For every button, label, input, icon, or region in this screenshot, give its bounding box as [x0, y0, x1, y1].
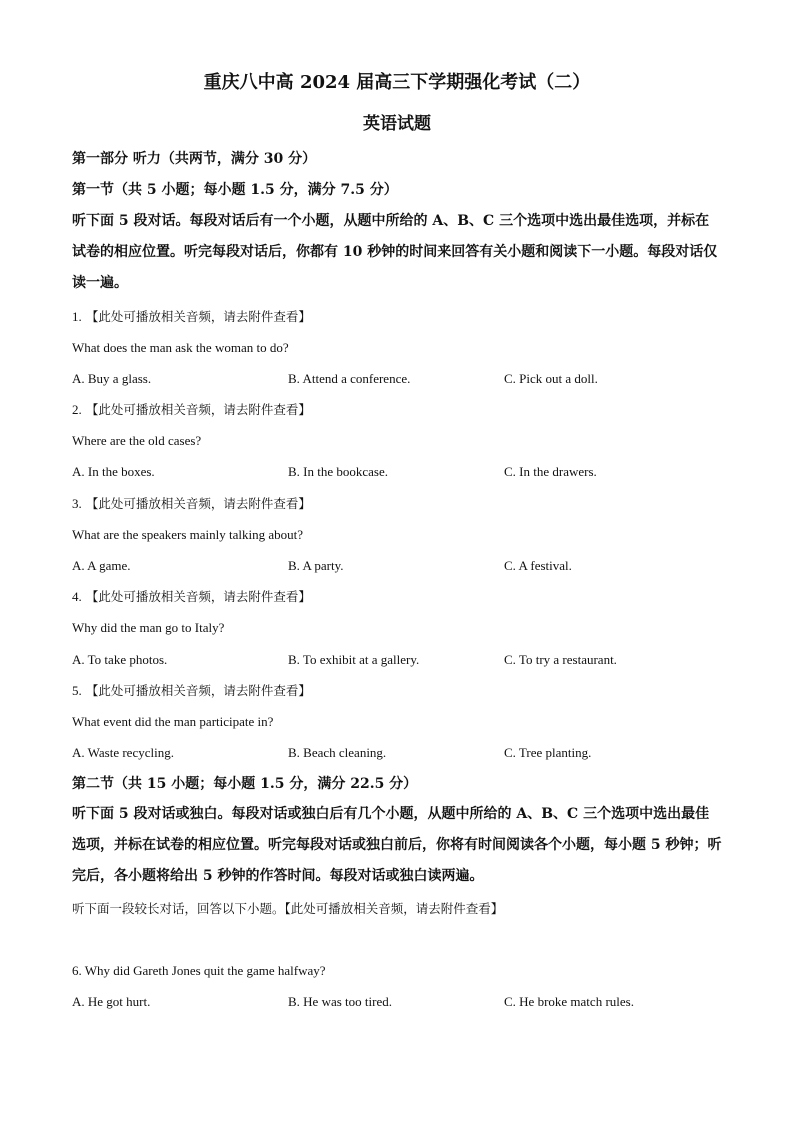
question-6-options	[72, 992, 732, 1012]
question-2-options	[72, 462, 732, 482]
option-c: C. He broke match rules.	[504, 994, 634, 1009]
question-3-audio-line	[72, 494, 732, 515]
question-5-options	[72, 743, 732, 763]
question-2-audio-line	[72, 400, 732, 421]
question-1-options	[72, 369, 732, 389]
option-a: A. Buy a glass.	[72, 371, 152, 386]
question-3-options	[72, 556, 732, 576]
option-c: C. To try a restaurant.	[504, 652, 617, 667]
question-2-number: 2.	[72, 402, 82, 417]
audio-link[interactable]: 【此处可播放相关音频，请去附件查看】	[85, 683, 311, 698]
option-b: B. To exhibit at a gallery.	[288, 652, 420, 667]
part1-heading: 第一部分 听力（共两节，满分 30 分）	[72, 151, 317, 167]
option-b: B. A party.	[288, 558, 344, 573]
option-b: B. Attend a conference.	[288, 371, 411, 386]
question-3-stem: What are the speakers mainly talking about?	[72, 527, 304, 542]
question-1-stem: What does the man ask the woman to do?	[72, 340, 289, 355]
option-b: B. In the bookcase.	[288, 464, 389, 479]
option-a: A. In the boxes.	[72, 464, 155, 479]
option-b: B. He was too tired.	[288, 994, 392, 1009]
question-2-stem: Where are the old cases?	[72, 433, 202, 448]
question-1-audio-line	[72, 307, 732, 328]
question-5-number: 5.	[72, 683, 82, 698]
option-b: B. Beach cleaning.	[288, 745, 387, 760]
section2-audio-note[interactable]: 听下面一段较长对话，回答以下小题。【此处可播放相关音频，请去附件查看】	[72, 901, 504, 916]
section1-heading: 第一节（共 5 小题；每小题 1.5 分，满分 7.5 分）	[72, 182, 398, 198]
option-c: C. Pick out a doll.	[504, 371, 598, 386]
question-4-number: 4.	[72, 589, 82, 604]
option-a: A. He got hurt.	[72, 994, 151, 1009]
question-1-number: 1.	[72, 309, 82, 324]
audio-link[interactable]: 【此处可播放相关音频，请去附件查看】	[85, 402, 311, 417]
question-5-stem: What event did the man participate in?	[72, 714, 274, 729]
option-c: C. A festival.	[504, 558, 572, 573]
option-c: C. Tree planting.	[504, 745, 592, 760]
exam-title: 重庆八中高 2024 届高三下学期强化考试（二）	[203, 72, 591, 93]
question-4-audio-line	[72, 587, 732, 608]
section1-instructions: 听下面 5 段对话。每段对话后有一个小题，从题中所给的 A、B、C 三个选项中选出最佳选项，并标在试卷的相应位置。听完每段对话后，你都有 10 秒钟的时间来回答有关小题和阅读下一小题。每段对话仅读一遍。	[72, 213, 718, 291]
question-6-stem: 6. Why did Gareth Jones quit the game halfway?	[72, 963, 326, 978]
audio-link[interactable]: 【此处可播放相关音频，请去附件查看】	[85, 589, 311, 604]
question-4-options	[72, 650, 732, 670]
question-4-stem: Why did the man go to Italy?	[72, 620, 225, 635]
question-5-audio-line	[72, 681, 732, 702]
section2-instructions: 听下面 5 段对话或独白。每段对话或独白后有几个小题，从题中所给的 A、B、C 三个选项中选出最佳选项，并标在试卷的相应位置。听完每段对话或独白前后，你将有时间阅读各个小题，每小题 5 秒钟；听完后，各小题将给出 5 秒钟的作答时间。每段对话或独白读两遍。	[72, 806, 722, 884]
exam-subtitle: 英语试题	[363, 114, 431, 134]
section2-heading: 第二节（共 15 小题；每小题 1.5 分，满分 22.5 分）	[72, 776, 418, 792]
audio-link[interactable]: 【此处可播放相关音频，请去附件查看】	[85, 496, 311, 511]
question-3-number: 3.	[72, 496, 82, 511]
audio-link[interactable]: 【此处可播放相关音频，请去附件查看】	[85, 309, 311, 324]
option-a: A. A game.	[72, 558, 131, 573]
option-a: A. Waste recycling.	[72, 745, 174, 760]
option-c: C. In the drawers.	[504, 464, 597, 479]
option-a: A. To take photos.	[72, 652, 168, 667]
